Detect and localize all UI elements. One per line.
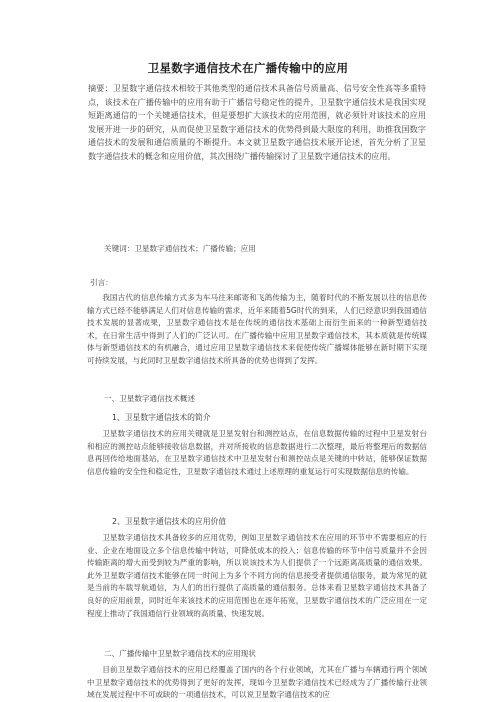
keywords: 关键词：卫星数字通信技术；广播传输；应用	[104, 244, 256, 253]
paragraph-1-2: 卫星数字通信技术具备较多的应用优势，例如卫星数字通信技术在应用的环节中不需要相应的行业、企业在地面设立多个信息传输中转站，可降低成本的投入；信息传输的环节中信号质量并不会因传输距离的增大而受到较为严重的影响，所以说该技术为人们提供了一个远距离高质量的通信效果。此外卫星数字通信技术能够在同一时间上为多个不同方向的信息接受者提供通信服务，最为常见的就是当前的车载导航通信，为人们的出行提供了高质量的通信服务。总体来看卫星数字通信技术具备了良好的应用前景，同时近年来该技术的应用范围也在逐年拓宽，卫星数字通信技术的广泛应用在一定程度上推动了我国通信行业领域的高质量、快速发展。	[87, 533, 427, 618]
section-heading-2: 二、广播传输中卫星数字通信技术的应用现状	[104, 649, 256, 658]
intro-label: 引言：	[90, 278, 113, 287]
intro-paragraph: 我国古代的信息传输方式多为车马往来邮寄和飞鸽传输为主，随着时代的不断发展以往的信息传输方式已经不能够满足人们对信息传输的需求，近年来随着5G时代的到来，人们已经意识到我国通信技术发展的显著成果，卫星数字通信技术是在传统的通信技术基础上而衍生而来的一种新型通信技术，在日常生活中得到了人们的广泛认可。在广播传输中应用卫星数字通信技术，其本质就是传统媒体与新型通信技术的有机融合，通过应用卫星数字通信技术来促使传统广播媒体能够在新时期下实现可持续发展，与此同时卫星数字通信技术所具备的优势也得到了发挥。	[87, 293, 427, 365]
section-heading-1: 一、卫星数字通信技术概述	[104, 394, 196, 403]
paragraph-1-1: 卫星数字通信技术的应用关键就是卫星发射台和测控站点，在信息数据传输的过程中卫星发射台和相应的测控站点能够接收信息数据，并对所接收的信息数据进行二次整理，最后将整理后的数据信息再回传给地面基站，在卫星数字通信技术中卫星发射台和测控站点是关键的中转站，能够保证数据信息传输的安全性和稳定性，卫星数字通信技术通过上述原理的重复运行可实现数据信息的传输。	[87, 429, 427, 476]
subsection-heading-1-1: 1、卫星数字通信技术的简介	[112, 413, 211, 422]
document-title: 卫星数字通信技术在广播传输中的应用	[147, 61, 349, 75]
paragraph-2: 目前卫星数字通信技术的应用已经覆盖了国内的各个行业领域，尤其在广播与车辆通行两个领域中卫星数字通信技术的优势得到了更好的发挥，现如今卫星数字通信技术已经成为了广播传输行业领域在发展过程中不可或缺的一项通信技术，可以说卫星数字通信技术的应	[87, 665, 427, 700]
abstract: 摘要：卫星数字通信技术相较于其他类型的通信技术具备信号质量高、信号安全性高等多重特点，该技术在广播传输中的应用有助于广播信号稳定性的提升，卫星数字通信技术是我国实现短距离通信的一个关键通信技术，但是要想扩大该技术的应用范围，就必须针对该技术的应用发展开进一步的研究，从而促使卫星数字通信技术的优势得到最大限度的利用，助推我国数字通信技术的发展和通信质量的不断提升。本文就卫星数字通信技术展开论述，首先分析了卫星数字通信技术的概念和应用价值，其次围绕广播传输探讨了卫星数字通信技术的应用。	[88, 83, 426, 161]
subsection-heading-1-2: 2、卫星数字通信技术的应用价值	[112, 517, 227, 526]
